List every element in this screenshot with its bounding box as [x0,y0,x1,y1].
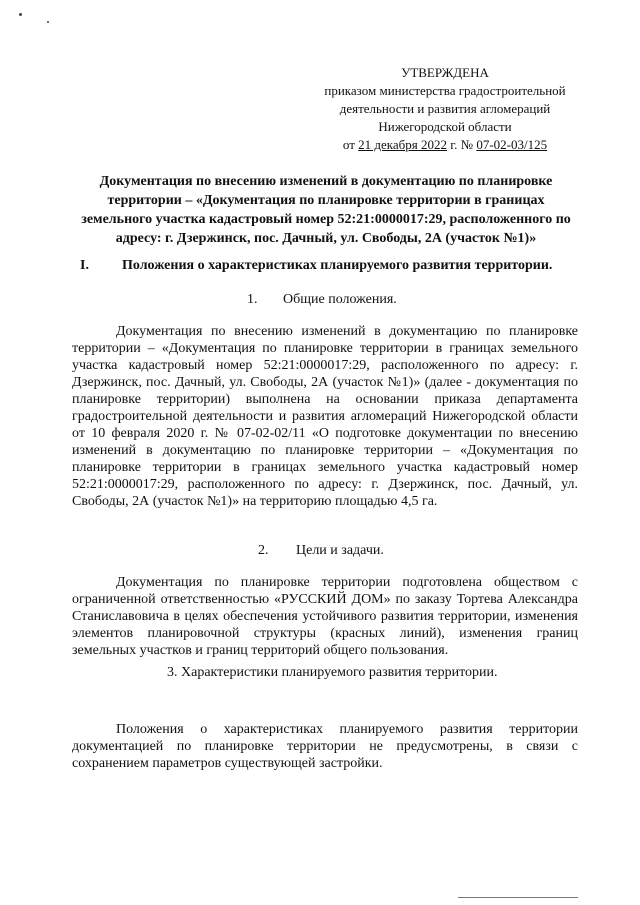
approval-line: приказом министерства градостроительной [324,83,566,98]
subsection-heading-2 [258,541,384,560]
section-number: I. [80,258,89,273]
approval-mid: г. № [447,137,477,152]
subsection-title: Цели и задачи. [296,543,384,558]
footnote-divider [458,897,578,898]
scan-speck [47,21,49,23]
subsection-heading-1 [247,290,397,309]
subsection-heading-3: 3. Характеристики планируемого развития территории. [167,665,498,680]
approval-order-line [300,136,590,154]
paragraph-goals: Документация по планировке территории подготовлена обществом с ограниченной ответственностью «РУССКИЙ ДОМ» по заказу Тортева Александра Станиславовича в целях обеспечения устойчивого развития территории, изменения элементов планировочной структуры (красных линий), изменения границ земельных участков и границ территорий общего пользования. [72,575,578,658]
approval-heading: УТВЕРЖДЕНА [401,65,489,80]
approval-line: Нижегородской области [378,119,512,134]
section-heading [80,256,580,275]
document-title: Документация по внесению изменений в документацию по планировке территории – «Документация по планировке территории в границах земельного участка кадастровый номер 52:21:0000017:29, расположенного по адресу: г. Дзержинск, пос. Дачный, ул. Свободы, 2А (участок №1)» [81,174,571,246]
subsection-number: 2. [258,543,269,558]
approval-date: 21 декабря 2022 [358,137,448,152]
section-title: Положения о характеристиках планируемого развития территории. [122,258,553,273]
approval-line: деятельности и развития агломераций [339,101,551,116]
paragraph-characteristics: Положения о характеристиках планируемого развития территории документацией по планировке территории не предусмотрены, в связи с сохранением параметров существующей застройки. [72,722,578,771]
subsection-title: Общие положения. [283,292,397,307]
approval-number: 07-02-03/125 [476,137,548,152]
approval-stamp [300,64,590,154]
subsection-number: 1. [247,292,258,307]
paragraph-general-provisions: Документация по внесению изменений в документацию по планировке территории – «Документация по планировке территории в границах земельного участка кадастровый номер 52:21:0000017:29, расположенного по адресу: г. Дзержинск, пос. Дачный, ул. Свободы, 2А (участок №1)» (далее - документация по планировке территории) выполнена на основании приказа департамента градостроительной деятельности и развития агломераций Нижегородской области от 10 февраля 2020 г. № 07-02-02/11 «О подготовке документации по внесению изменений в документацию по планировке территории – «Документация по планировке территории в границах земельного участка кадастровый номер 52:21:0000017:29, расположенного по адресу: г. Дзержинск, пос. Дачный, ул. Свободы, 2А (участок №1)» на территорию площадью 4,5 га. [72,324,578,509]
scan-speck [19,13,22,16]
approval-prefix: от [342,137,359,152]
